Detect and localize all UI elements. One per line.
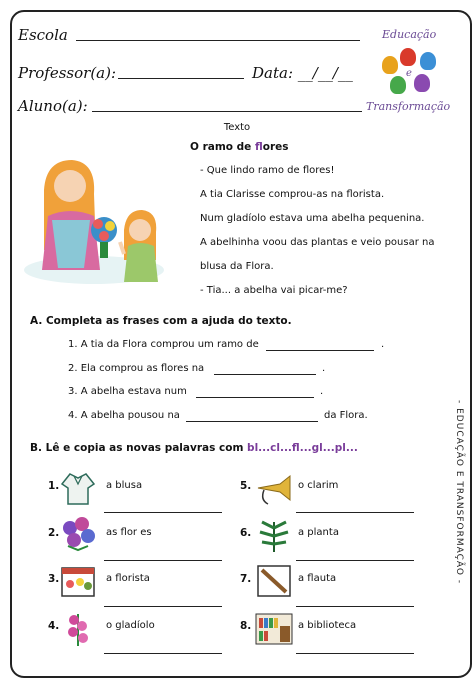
word-label: a florista (106, 573, 150, 584)
answer-line-2[interactable] (214, 374, 316, 375)
section-b-title (30, 442, 358, 454)
word-label: as flor es (106, 527, 152, 538)
question-2: 2. Ela comprou as flores na (68, 363, 205, 374)
question-suffix: . (320, 386, 324, 397)
word-label: o gladíolo (106, 620, 155, 631)
story-line: - Tia... a abelha vai picar-me? (200, 285, 348, 296)
aluno-field[interactable] (92, 111, 362, 112)
flowers-icon (58, 514, 98, 552)
copy-line[interactable] (104, 560, 222, 561)
item-number: 7. (240, 573, 252, 585)
library-icon (254, 610, 294, 648)
question-3: 3. A abelha estava num (68, 386, 187, 397)
hand-icon (420, 52, 436, 70)
question-1: 1. A tia da Flora comprou um ramo de (68, 339, 259, 350)
flute-icon (254, 562, 294, 600)
bugle-icon (254, 470, 294, 508)
copy-line[interactable] (296, 606, 414, 607)
professor-field[interactable] (118, 78, 244, 79)
escola-label: Escola (18, 26, 68, 44)
escola-field[interactable] (76, 40, 360, 41)
copy-line[interactable] (296, 512, 414, 513)
item-number: 2. (48, 527, 60, 539)
blouse-icon (58, 470, 98, 508)
date-label: Data: __/__/__ (252, 64, 353, 82)
story-line: A abelhinha voou das plantas e veio pousar na (200, 237, 435, 248)
story-title (190, 141, 289, 153)
title-prefix: O ramo de (190, 141, 255, 153)
word-label: a blusa (106, 480, 143, 491)
copy-line[interactable] (104, 606, 222, 607)
title-suffix: ores (262, 141, 289, 153)
flower-shop-icon (58, 562, 98, 600)
item-number: 8. (240, 620, 252, 632)
question-suffix: . (322, 363, 326, 374)
section-b-prefix: B. Lê e copia as novas palavras com (30, 442, 248, 454)
word-label: a planta (298, 527, 339, 538)
section-a-title: A. Completa as frases com a ajuda do texto. (30, 315, 292, 327)
story-line: Num gladíolo estava uma abelha pequenina. (200, 213, 425, 224)
copy-line[interactable] (296, 560, 414, 561)
logo-bottom-text: Transformação (366, 100, 451, 113)
item-number: 3. (48, 573, 60, 585)
professor-label: Professor(a): (18, 64, 117, 82)
copy-line[interactable] (104, 512, 222, 513)
item-number: 1. (48, 480, 60, 492)
word-label: a flauta (298, 573, 337, 584)
answer-line-1[interactable] (266, 350, 374, 351)
story-line: A tia Clarisse comprou-as na florista. (200, 189, 385, 200)
section-b-highlight: bl...cl...fl...gl...pl... (247, 442, 358, 454)
question-suffix: da Flora. (324, 410, 368, 421)
hand-icon (390, 76, 406, 94)
answer-line-3[interactable] (196, 397, 314, 398)
side-caption: - EDUCAÇÃO E TRANSFORMAÇÃO - (454, 400, 464, 585)
hand-icon (382, 56, 398, 74)
title-highlight: fl (254, 141, 263, 153)
answer-line-4[interactable] (186, 421, 318, 422)
section-heading: Texto (223, 122, 251, 133)
aluno-label: Aluno(a): (18, 97, 88, 115)
question-4: 4. A abelha pousou na (68, 410, 180, 421)
hand-icon (414, 74, 430, 92)
word-label: a biblioteca (298, 620, 357, 631)
story-line: blusa da Flora. (200, 261, 274, 272)
logo (362, 22, 464, 122)
plant-icon (254, 516, 294, 554)
gladiolus-icon (58, 610, 98, 648)
word-label: o clarim (298, 480, 339, 491)
item-number: 4. (48, 620, 60, 632)
question-suffix: . (381, 339, 385, 350)
hand-icon (400, 48, 416, 66)
copy-line[interactable] (104, 653, 222, 654)
item-number: 5. (240, 480, 252, 492)
story-line: - Que lindo ramo de flores! (200, 165, 335, 176)
woman-girl-illustration (24, 150, 190, 290)
item-number: 6. (240, 527, 252, 539)
logo-top-text: Educação (382, 28, 437, 41)
copy-line[interactable] (296, 653, 414, 654)
logo-middle-text: e (406, 68, 412, 79)
